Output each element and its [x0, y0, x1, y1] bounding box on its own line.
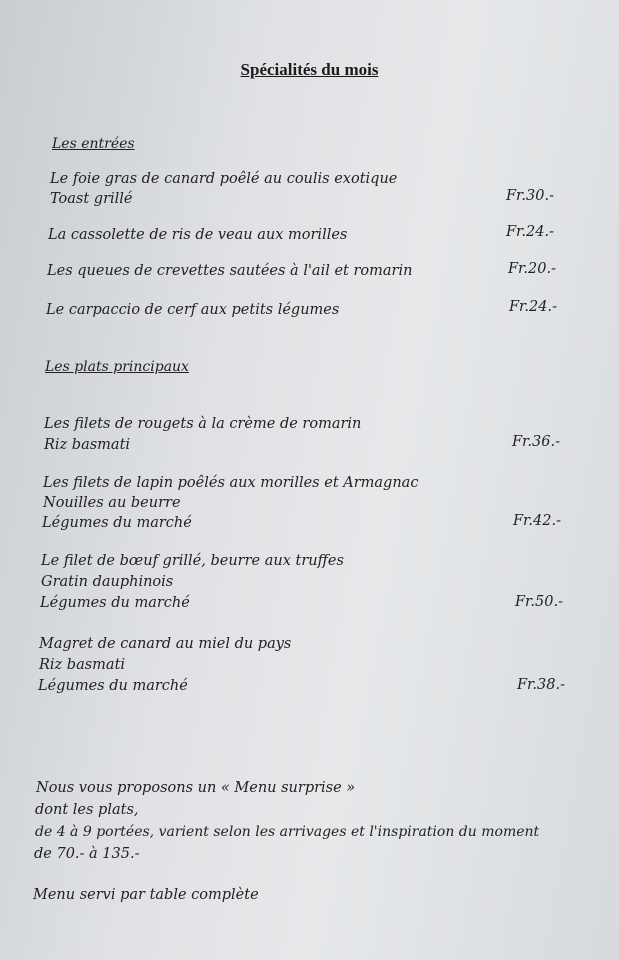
page-title: Spécialités du mois	[240, 60, 379, 79]
menu-item-line: Légumes du marché	[40, 595, 190, 611]
menu-item-line: Magret de canard au miel du pays	[39, 636, 292, 652]
menu-item-line: Les filets de lapin poêlés aux morilles et Armagnac	[43, 475, 419, 491]
surprise-menu-text: de 4 à 9 portées, varient selon les arrivages et l'inspiration du moment	[35, 824, 540, 840]
section-heading-plats: Les plats principaux	[45, 359, 189, 375]
surprise-menu-text: Nous vous proposons un « Menu surprise »	[36, 780, 356, 796]
menu-item-price: Fr.50.-	[515, 594, 563, 610]
menu-item-line: Les queues de crevettes sautées à l'ail et romarin	[47, 263, 413, 279]
menu-item-line: Le foie gras de canard poêlé au coulis exotique	[50, 171, 398, 187]
menu-item-price: Fr.24.-	[509, 299, 557, 315]
menu-item-line: Gratin dauphinois	[41, 574, 174, 590]
menu-item-price: Fr.36.-	[512, 434, 560, 450]
surprise-menu-text: de 70.- à 135.-	[34, 846, 140, 862]
section-heading-entrees: Les entrées	[52, 136, 135, 152]
menu-item-line: Les filets de rougets à la crème de romarin	[44, 416, 362, 432]
menu-item-price: Fr.20.-	[508, 261, 556, 277]
surprise-menu-text: dont les plats,	[35, 802, 139, 818]
menu-item-price: Fr.42.-	[513, 513, 561, 529]
menu-item-price: Fr.30.-	[506, 188, 554, 204]
service-note: Menu servi par table complète	[33, 887, 259, 903]
menu-item-line: Légumes du marché	[38, 678, 188, 694]
menu-item-line: Riz basmati	[39, 657, 126, 673]
menu-item-line: Nouilles au beurre	[43, 495, 181, 511]
menu-item-line: Le filet de bœuf grillé, beurre aux truffes	[41, 553, 344, 569]
menu-item-line: Riz basmati	[44, 437, 131, 453]
menu-item-line: Toast grillé	[50, 191, 133, 207]
menu-item-price: Fr.24.-	[506, 224, 554, 240]
menu-item-line: La cassolette de ris de veau aux morilles	[48, 227, 348, 243]
menu-item-line: Légumes du marché	[42, 515, 192, 531]
menu-item-line: Le carpaccio de cerf aux petits légumes	[46, 302, 340, 318]
menu-item-price: Fr.38.-	[517, 677, 565, 693]
